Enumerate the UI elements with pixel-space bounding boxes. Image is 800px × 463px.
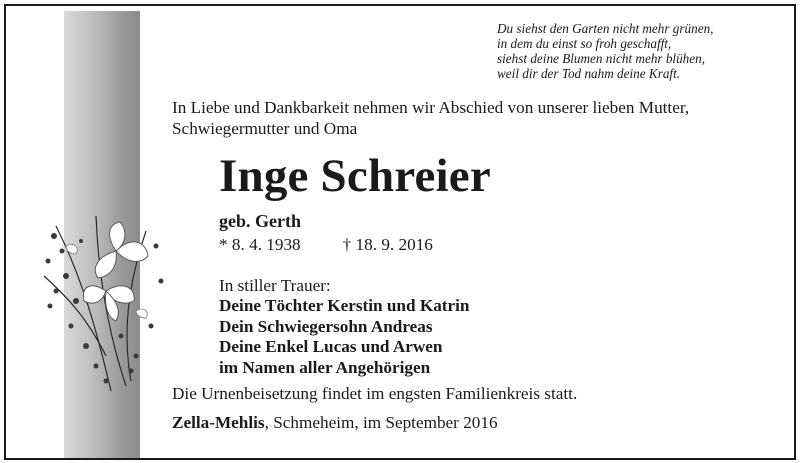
deceased-name: Inge Schreier xyxy=(219,150,491,202)
intro-line: In Liebe und Dankbarkeit nehmen wir Abschied von unserer lieben Mutter, xyxy=(172,98,690,117)
mourner-line: Deine Enkel Lucas und Arwen xyxy=(219,337,443,356)
burial-note: Die Urnenbeisetzung findet im engsten Familienkreis statt. xyxy=(172,384,578,403)
life-dates xyxy=(219,234,433,256)
mourner-line: Dein Schwiegersohn Andreas xyxy=(219,316,433,336)
poem-line: weil dir der Tod nahm deine Kraft. xyxy=(497,66,681,81)
poem xyxy=(497,21,782,81)
intro-line: Schwiegermutter und Oma xyxy=(172,119,358,138)
poem-line: in dem du einst so froh geschafft, xyxy=(497,36,672,51)
death-date: † 18. 9. 2016 xyxy=(342,235,433,254)
poem-line: siehst deine Blumen nicht mehr blühen, xyxy=(497,51,706,66)
flower-illustration xyxy=(36,206,176,396)
birth-date: * 8. 4. 1938 xyxy=(219,235,301,254)
place-city: Zella-Mehlis xyxy=(172,413,265,432)
poem-line: Du siehst den Garten nicht mehr grünen, xyxy=(497,21,714,36)
maiden-name: geb. Gerth xyxy=(219,211,301,231)
mourner-line: im Namen aller Angehörigen xyxy=(219,357,431,377)
place-date xyxy=(172,412,498,434)
mourners-list xyxy=(219,296,470,378)
mourners-intro: In stiller Trauer: xyxy=(219,276,331,295)
intro-text xyxy=(172,97,772,139)
mourner-line: Deine Töchter Kerstin und Katrin xyxy=(219,296,470,315)
place-rest: , Schmeheim, im September 2016 xyxy=(264,413,498,432)
